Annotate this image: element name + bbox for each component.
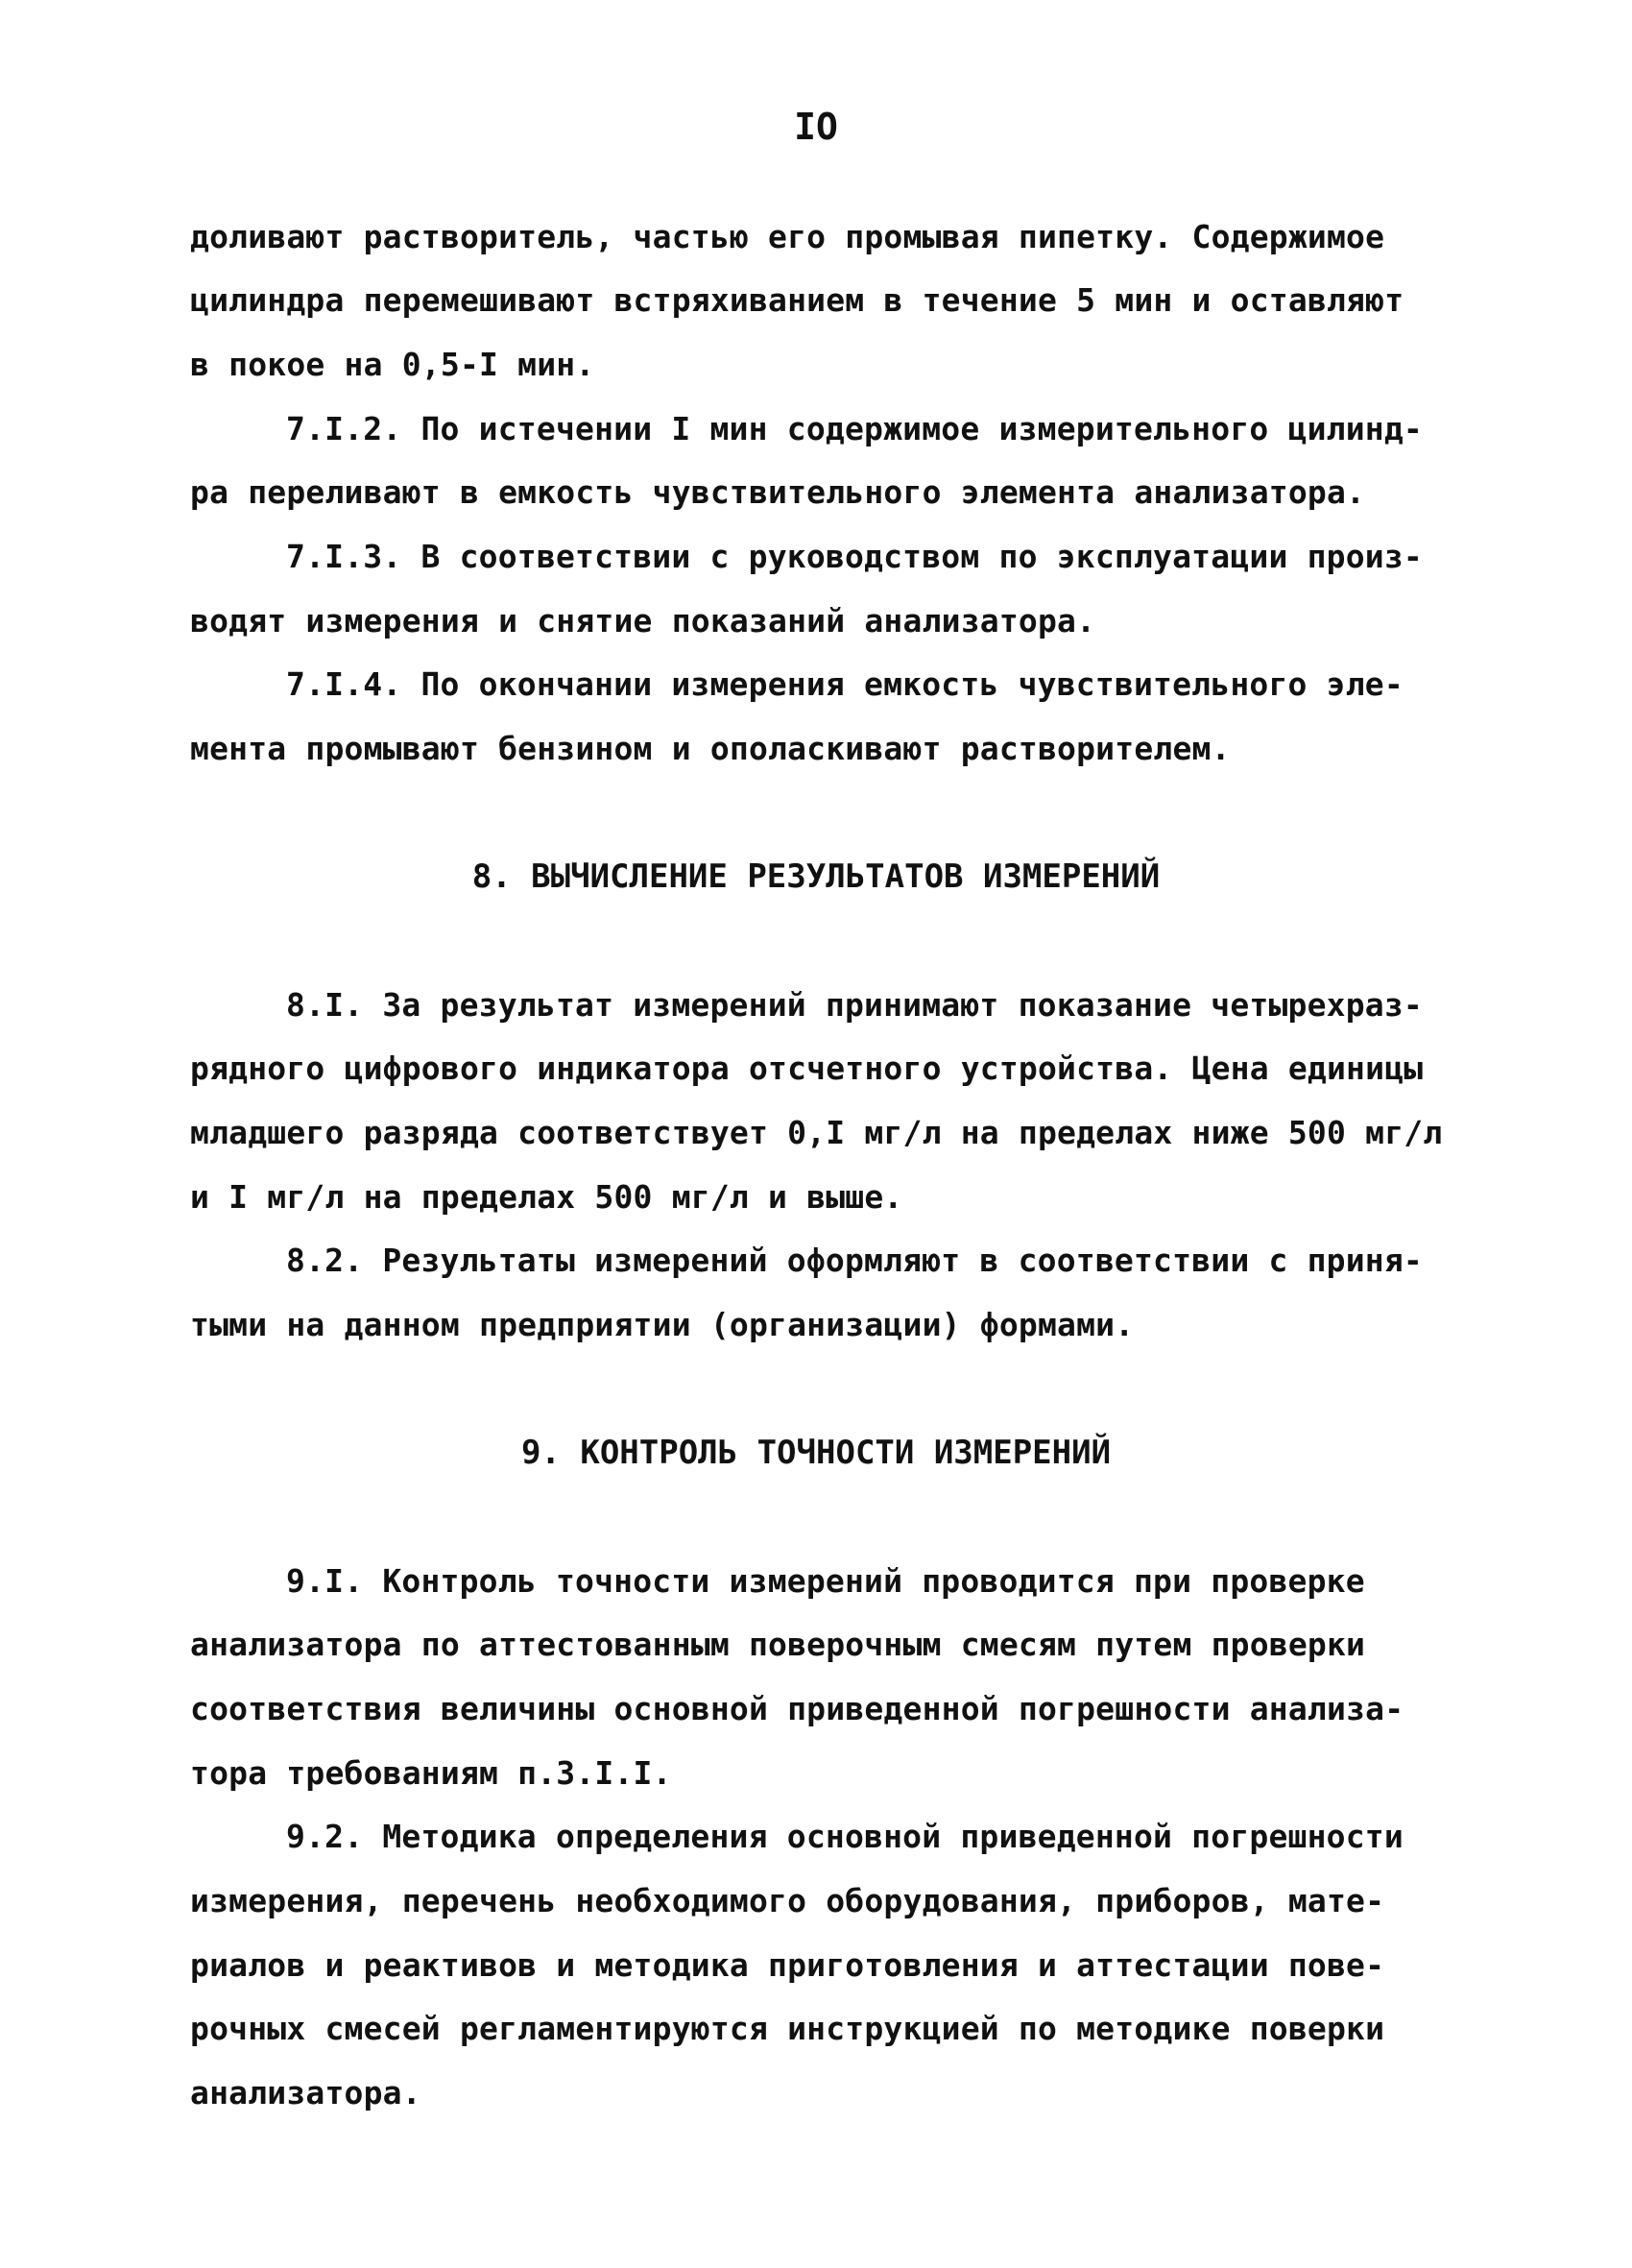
text-line: анализатора по аттестованным поверочным смесям путем проверки <box>190 1626 1366 1663</box>
paragraph-7-1-2: 7.I.2. По истечении I мин содержимое измерительного цилинд- <box>286 410 1423 447</box>
paragraph-9-2: 9.2. Методика определения основной приведенной погрешности <box>286 1818 1404 1855</box>
text-line: доливают растворитель, частью его промывая пипетку. Содержимое <box>190 218 1385 255</box>
text-line: водят измерения и снятие показаний анализатора. <box>190 602 1096 639</box>
text-line: измерения, перечень необходимого оборудования, приборов, мате- <box>190 1882 1385 1919</box>
text-line: рядного цифрового индикатора отсчетного устройства. Цена единицы <box>190 1050 1424 1087</box>
paragraph-9-1: 9.I. Контроль точности измерений проводится при проверке <box>286 1562 1365 1600</box>
paragraph-8-1: 8.I. За результат измерений принимают показание четырехраз- <box>286 986 1423 1024</box>
text-line: ра переливают в емкость чувствительного элемента анализатора. <box>190 473 1366 511</box>
paragraph-7-1-3: 7.I.3. В соответствии с руководством по эксплуатации произ- <box>286 538 1423 575</box>
paragraph-7-1-4: 7.I.4. По окончании измерения емкость чувствительного эле- <box>286 665 1404 703</box>
text-line: младшего разряда соответствует 0,I мг/л на пределах ниже 500 мг/л <box>190 1114 1443 1151</box>
page-number: IO <box>794 106 838 148</box>
section-heading-8: 8. ВЫЧИСЛЕНИЕ РЕЗУЛЬТАТОВ ИЗМЕРЕНИЙ <box>471 857 1161 896</box>
text-line: тора требованиям п.3.I.I. <box>190 1754 672 1792</box>
paragraph-8-2: 8.2. Результаты измерений оформляют в соответствии с приня- <box>286 1242 1423 1279</box>
text-line: мента промывают бензином и ополаскивают растворителем. <box>190 730 1231 767</box>
text-line: анализатора. <box>190 2074 421 2111</box>
text-line: тыми на данном предприятии (организации) формами. <box>190 1306 1135 1343</box>
text-line: риалов и реактивов и методика приготовления и аттестации пове- <box>190 1946 1385 1984</box>
section-heading-9: 9. КОНТРОЛЬ ТОЧНОСТИ ИЗМЕРЕНИЙ <box>520 1434 1112 1472</box>
text-line: соответствия величины основной приведенной погрешности анализа- <box>190 1690 1404 1727</box>
text-line: и I мг/л на пределах 500 мг/л и выше. <box>190 1178 903 1216</box>
text-line: рочных смесей регламентируются инструкцией по методике поверки <box>190 2010 1385 2047</box>
text-line: в покое на 0,5-I мин. <box>190 346 595 383</box>
text-line: цилиндра перемешивают встряхиванием в течение 5 мин и оставляют <box>190 281 1404 319</box>
